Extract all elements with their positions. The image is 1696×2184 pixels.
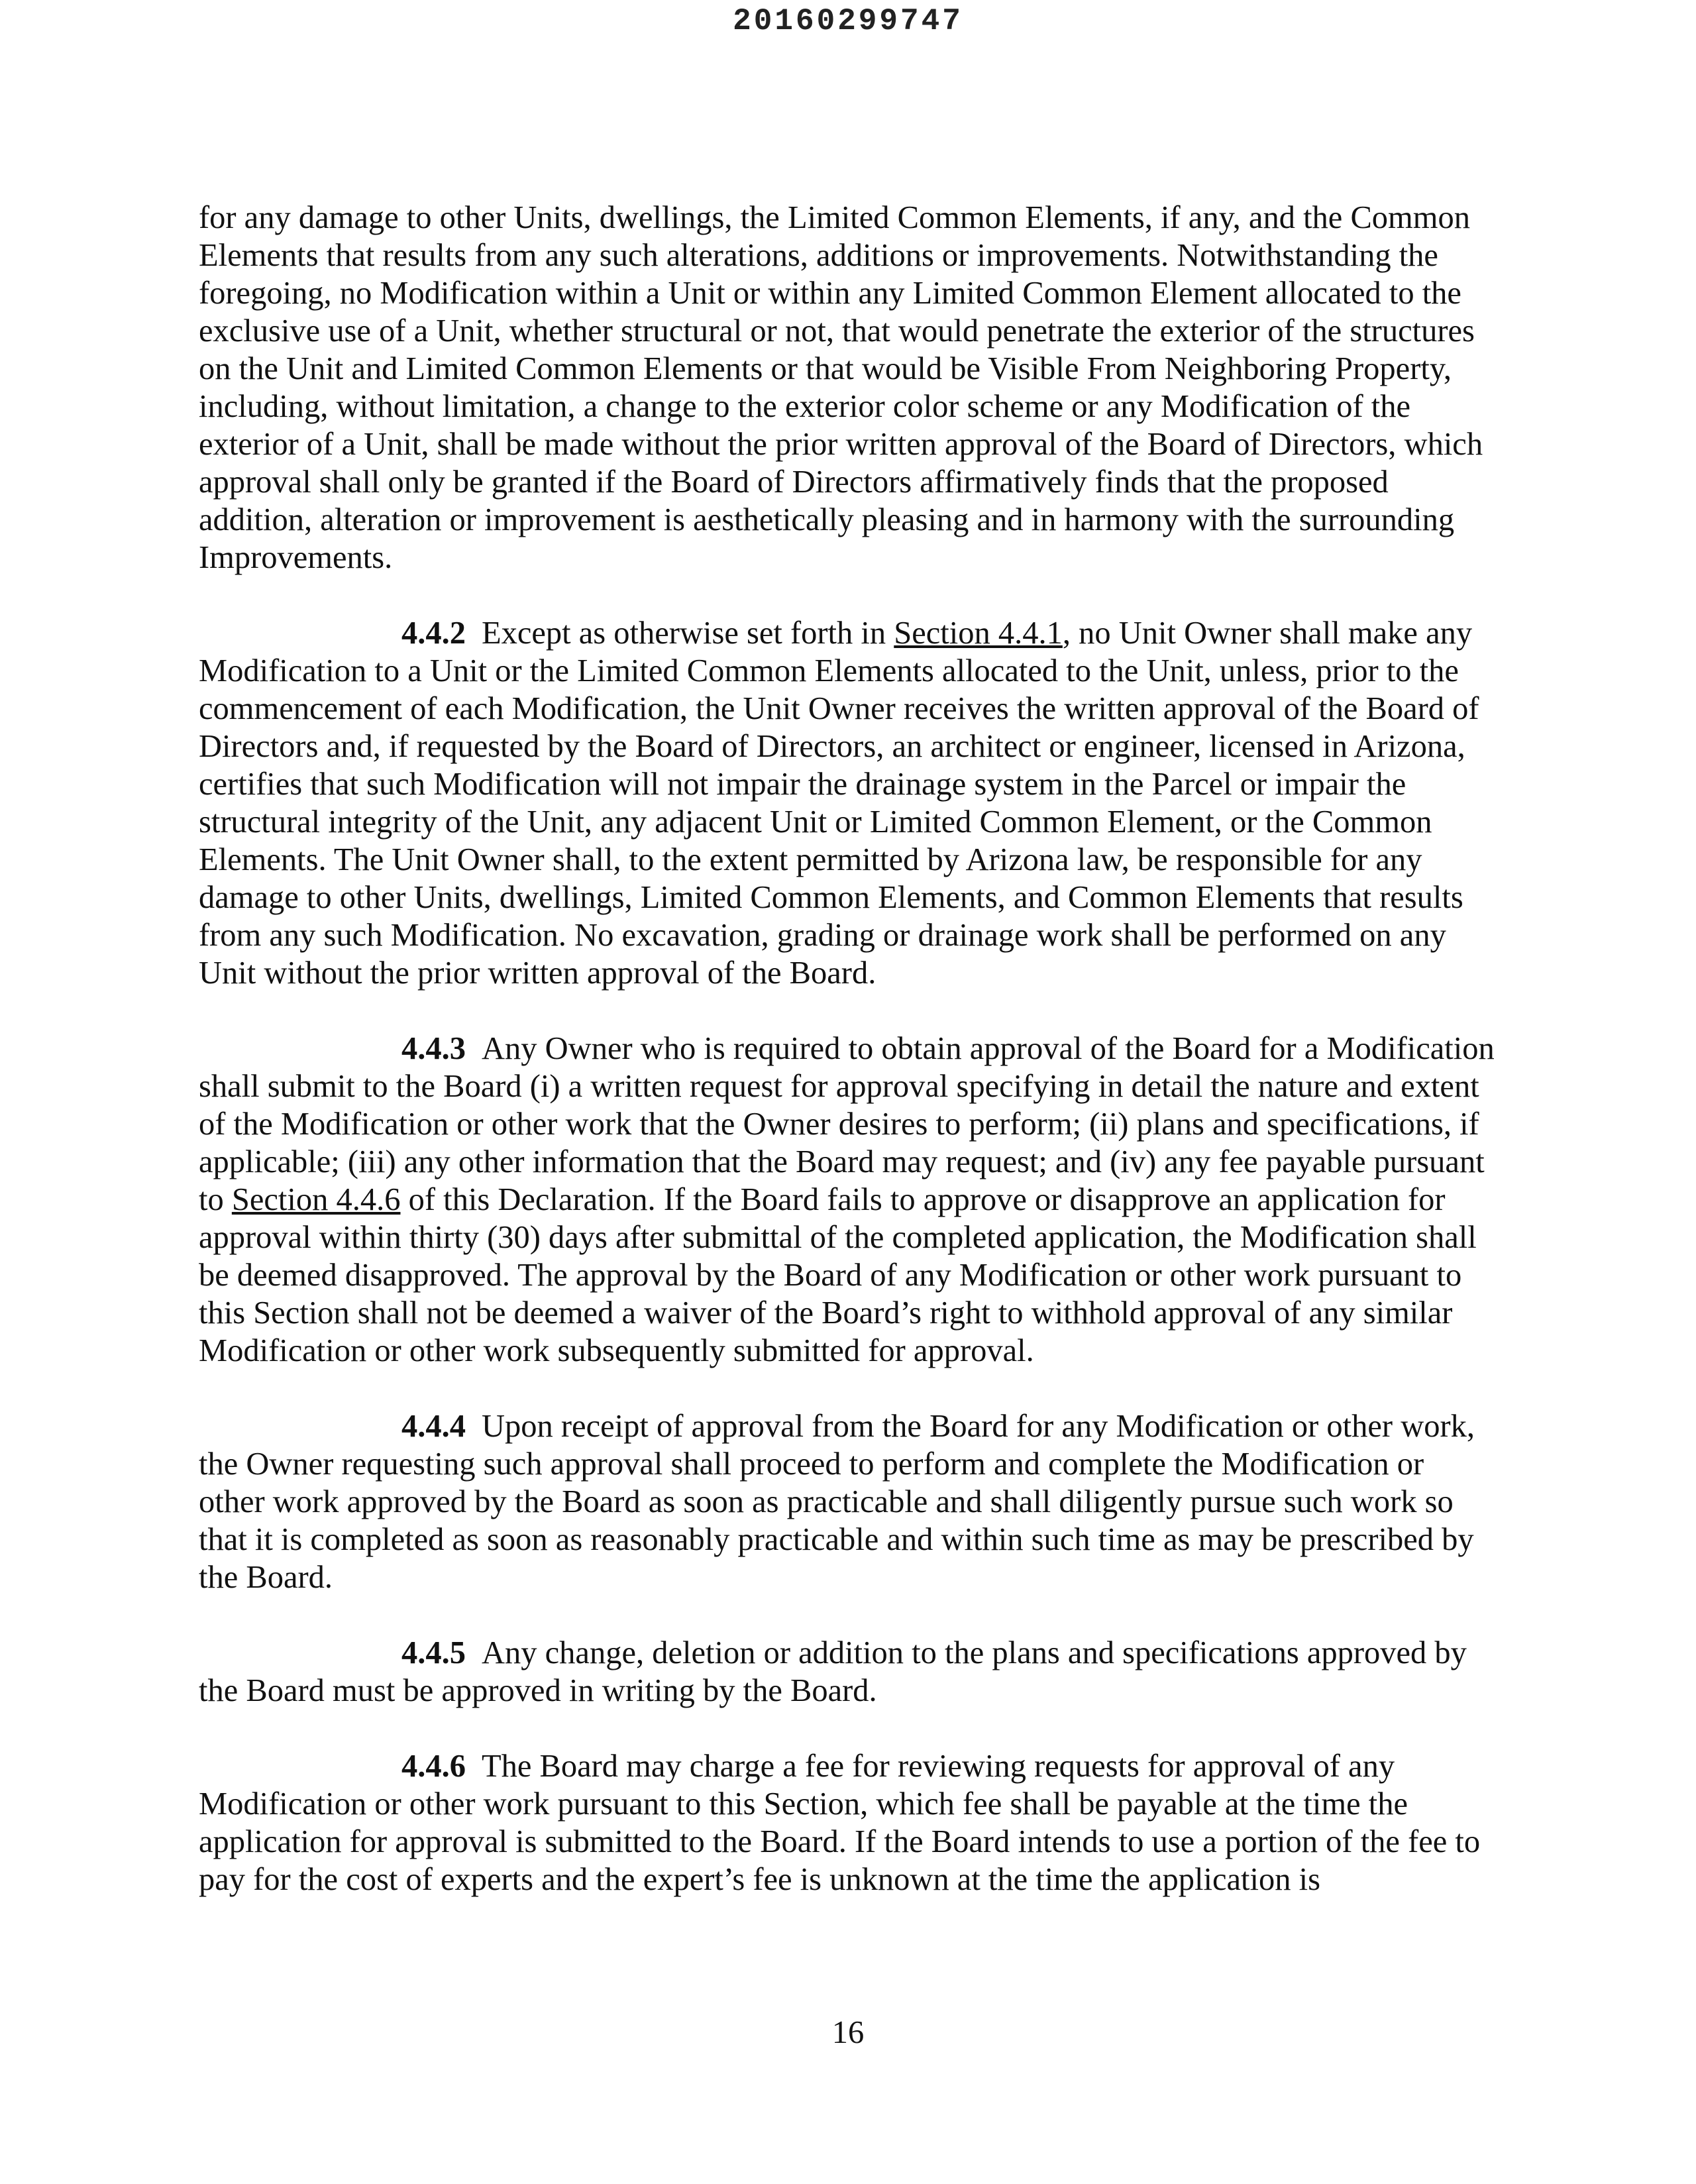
section-reference-link[interactable]: Section 4.4.1: [894, 616, 1063, 651]
section-number: 4.4.2: [401, 616, 466, 651]
document-body: [199, 199, 1497, 1936]
paragraph-continuation: for any damage to other Units, dwellings, the Limited Common Elements, if any, and the Common Elements that results from any such alterations, additions or improvements. Notwithstanding the foregoing, no Modification within a Unit or within any Limited Common Element allocated to the exclusive use of a Unit, whether structural or not, that would penetrate the exterior of the structures on the Unit and Limited Common Elements or that would be Visible From Neighboring Property, including, without limitation, a change to the exterior color scheme or any Modification of the exterior of a Unit, shall be made without the prior written approval of the Board of Directors, which approval shall only be granted if the Board of Directors affirmatively finds that the proposed addition, alteration or improvement is aesthetically pleasing and in harmony with the surrounding Improvements.: [199, 200, 1483, 575]
page-number: 16: [831, 2015, 865, 2050]
section-text: Any Owner who is required to obtain approval of the Board for a Modification shall submit to the Board (i) a written request for approval specifying in detail the nature and extent of the Modification or other work that the Owner desires to perform; (ii) plans and specifications, if applicable; (iii) any other information that the Board may request; and (iv) any fee payable pursuant to: [199, 1031, 1495, 1217]
section-number: 4.4.6: [401, 1749, 466, 1784]
section-reference-link[interactable]: Section 4.4.6: [231, 1182, 401, 1217]
section-text: Upon receipt of approval from the Board for any Modification or other work, the Owner requesting such approval shall proceed to perform and complete the Modification or other work approved by the Board as soon as practicable and shall diligently pursue such work so that it is completed as soon as reasonably practicable and within such time as may be prescribed by the Board.: [199, 1409, 1475, 1595]
section-number: 4.4.5: [401, 1635, 466, 1670]
section-number: 4.4.4: [401, 1409, 466, 1444]
section-text: of this Declaration. If the Board fails to approve or disapprove an application for approval within thirty (30) days after submittal of the completed application, the Modification shall be deemed disapproved. The approval by the Board of any Modification or other work pursuant to this Section shall not be deemed a waiver of the Board’s right to withhold approval of any similar Modification or other work subsequently submitted for approval.: [199, 1182, 1477, 1368]
section-4-4-5: [199, 1634, 1497, 1710]
section-text: The Board may charge a fee for reviewing requests for approval of any Modification or other work pursuant to this Section, which fee shall be payable at the time the application for approval is submitted to the Board. If the Board intends to use a portion of the fee to pay for the cost of experts and the expert’s fee is unknown at the time the application is: [199, 1749, 1481, 1897]
document-number: 20160299747: [733, 4, 963, 38]
section-number: 4.4.3: [401, 1031, 466, 1066]
section-text: , no Unit Owner shall make any Modification to a Unit or the Limited Common Elements allocated to the Unit, unless, prior to the commencement of each Modification, the Unit Owner receives the written approval of the Board of Directors and, if requested by the Board of Directors, an architect or engineer, licensed in Arizona, certifies that such Modification will not impair the drainage system in the Parcel or impair the structural integrity of the Unit, any adjacent Unit or Limited Common Element, or the Common Elements. The Unit Owner shall, to the extent permitted by Arizona law, be responsible for any damage to other Units, dwellings, Limited Common Elements, and Common Elements that results from any such Modification. No excavation, grading or drainage work shall be performed on any Unit without the prior written approval of the Board.: [199, 616, 1479, 991]
section-text: Except as otherwise set forth in: [482, 616, 894, 651]
section-4-4-3: [199, 1030, 1497, 1370]
section-4-4-2: [199, 614, 1497, 992]
section-text: Any change, deletion or addition to the plans and specifications approved by the Board must be approved in writing by the Board.: [199, 1635, 1467, 1708]
section-4-4-4: [199, 1407, 1497, 1596]
section-4-4-6: [199, 1747, 1497, 1898]
